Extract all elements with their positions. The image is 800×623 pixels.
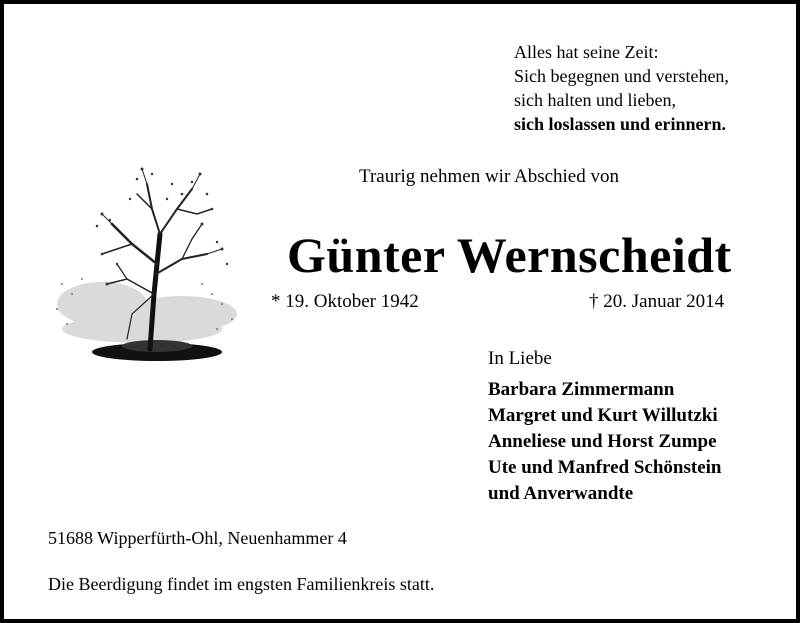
mourners-list bbox=[488, 377, 721, 507]
mourner-name: Margret und Kurt Willutzki bbox=[488, 405, 718, 426]
mourners-heading: In Liebe bbox=[488, 348, 552, 369]
mourner-name: Barbara Zimmermann bbox=[488, 379, 675, 400]
tree-icon bbox=[42, 154, 242, 374]
mourner-name: Ute und Manfred Schönstein bbox=[488, 457, 722, 478]
address: 51688 Wipperfürth-Ohl, Neuenhammer 4 bbox=[48, 528, 347, 548]
death-date: † 20. Januar 2014 bbox=[589, 291, 725, 312]
mourner-name: Anneliese und Horst Zumpe bbox=[488, 431, 717, 452]
poem-line: Sich begegnen und verstehen, bbox=[514, 66, 729, 86]
poem-line: sich halten und lieben, bbox=[514, 90, 676, 110]
deceased-name: Günter Wernscheidt bbox=[287, 227, 732, 283]
birth-date: * 19. Oktober 1942 bbox=[271, 291, 419, 312]
poem bbox=[514, 40, 729, 136]
mourner-name: und Anverwandte bbox=[488, 483, 634, 504]
funeral-notice: Die Beerdigung findet im engsten Familienkreis statt. bbox=[48, 574, 435, 594]
intro-text: Traurig nehmen wir Abschied von bbox=[359, 166, 619, 187]
poem-last-line: sich loslassen und erinnern. bbox=[514, 114, 727, 134]
poem-line: Alles hat seine Zeit: bbox=[514, 42, 659, 62]
